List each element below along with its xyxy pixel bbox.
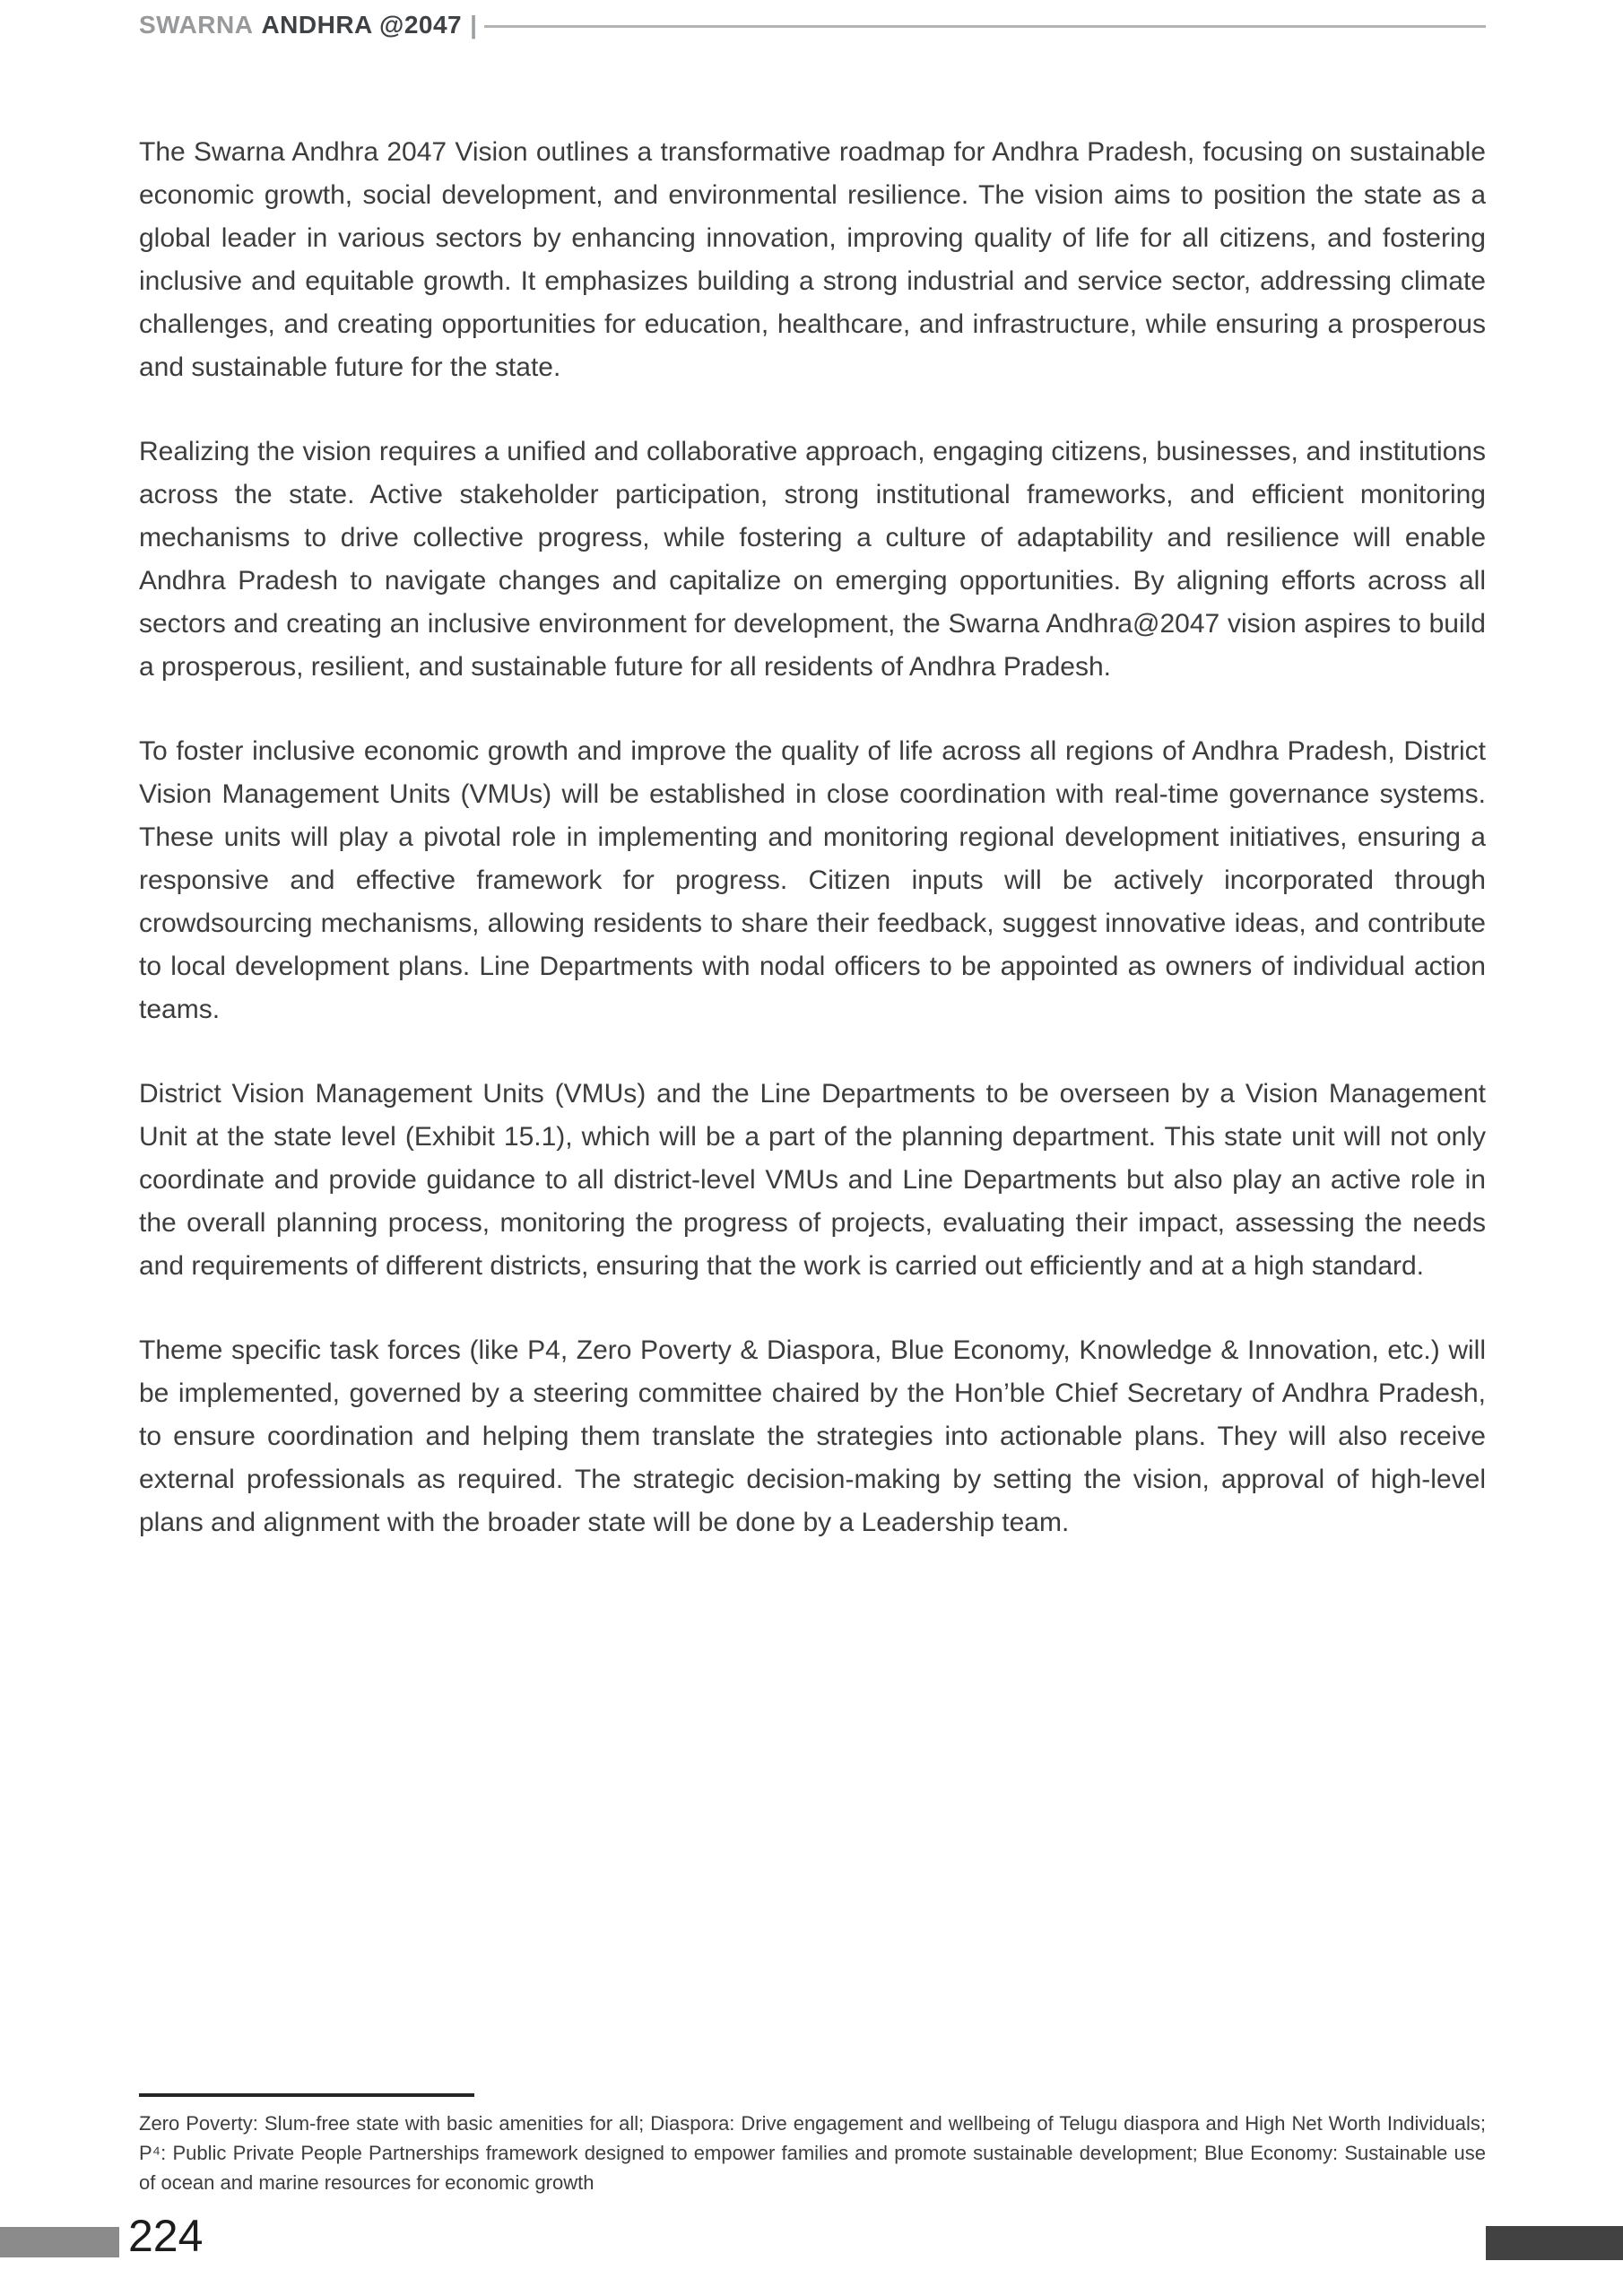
header-divider: | xyxy=(470,11,478,39)
header-brand-light: SWARNA xyxy=(139,11,254,39)
footer-left-bar xyxy=(0,2227,119,2257)
footnote-section xyxy=(139,2093,1486,2197)
header-rule-line xyxy=(484,25,1486,28)
body-paragraph: District Vision Management Units (VMUs) and the Line Departments to be overseen by a Vision Management Unit at the state level (Exhibit 15.1), which will be a part of the planning department. This state unit will not only coordinate and provide guidance to all district-level VMUs and Line Departments but also play an active role in the overall planning process, monitoring the progress of projects, evaluating their impact, assessing the needs and requirements of different districts, ensuring that the work is carried out efficiently and at a high standard. xyxy=(139,1079,1486,1281)
page-number: 224 xyxy=(128,2211,204,2261)
page-header xyxy=(139,11,1486,39)
body-paragraph: Realizing the vision requires a unified and collaborative approach, engaging citizens, businesses, and institutions across the state. Active stakeholder participation, strong institutional frameworks, and efficient monitoring mechanisms to drive collective progress, while fostering a culture of adaptability and resilience will enable Andhra Pradesh to navigate changes and capitalize on emerging opportunities. By aligning efforts across all sectors and creating an inclusive environment for development, the Swarna Andhra@2047 vision aspires to build a prosperous, resilient, and sustainable future for all residents of Andhra Pradesh. xyxy=(139,437,1486,682)
body-text-column xyxy=(139,131,1486,1586)
header-brand-dark: ANDHRA @2047 xyxy=(261,11,463,39)
footnote-separator-line xyxy=(139,2093,474,2097)
body-paragraph: To foster inclusive economic growth and improve the quality of life across all regions of Andhra Pradesh, District Vision Management Units (VMUs) will be established in close coordination with real-time governance systems. These units will play a pivotal role in implementing and monitoring regional development initiatives, ensuring a responsive and effective framework for progress. Citizen inputs will be actively incorporated through crowdsourcing mechanisms, allowing residents to share their feedback, suggest innovative ideas, and contribute to local development plans. Line Departments with nodal officers to be appointed as owners of individual action teams. xyxy=(139,736,1486,1024)
footnote-text: Zero Poverty: Slum-free state with basic amenities for all; Diaspora: Drive engagement and wellbeing of Telugu diaspora and High Net Worth Individuals; P⁴: Public Private People Partnerships framework designed to empower families and promote sustainable development; Blue Economy: Sustainable use of ocean and marine resources for economic growth xyxy=(139,2112,1486,2194)
body-paragraph: Theme specific task forces (like P4, Zero Poverty & Diaspora, Blue Economy, Knowledge & Innovation, etc.) will be implemented, governed by a steering committee chaired by the Hon’ble Chief Secretary of Andhra Pradesh, to ensure coordination and helping them translate the strategies into actionable plans. They will also receive external professionals as required. The strategic decision-making by setting the vision, approval of high-level plans and alignment with the broader state will be done by a Leadership team. xyxy=(139,1335,1486,1537)
footer-right-bar xyxy=(1486,2226,1623,2260)
body-paragraph: The Swarna Andhra 2047 Vision outlines a transformative roadmap for Andhra Pradesh, focusing on sustainable economic growth, social development, and environmental resilience. The vision aims to position the state as a global leader in various sectors by enhancing innovation, improving quality of life for all citizens, and fostering inclusive and equitable growth. It emphasizes building a strong industrial and service sector, addressing climate challenges, and creating opportunities for education, healthcare, and infrastructure, while ensuring a prosperous and sustainable future for the state. xyxy=(139,137,1486,382)
